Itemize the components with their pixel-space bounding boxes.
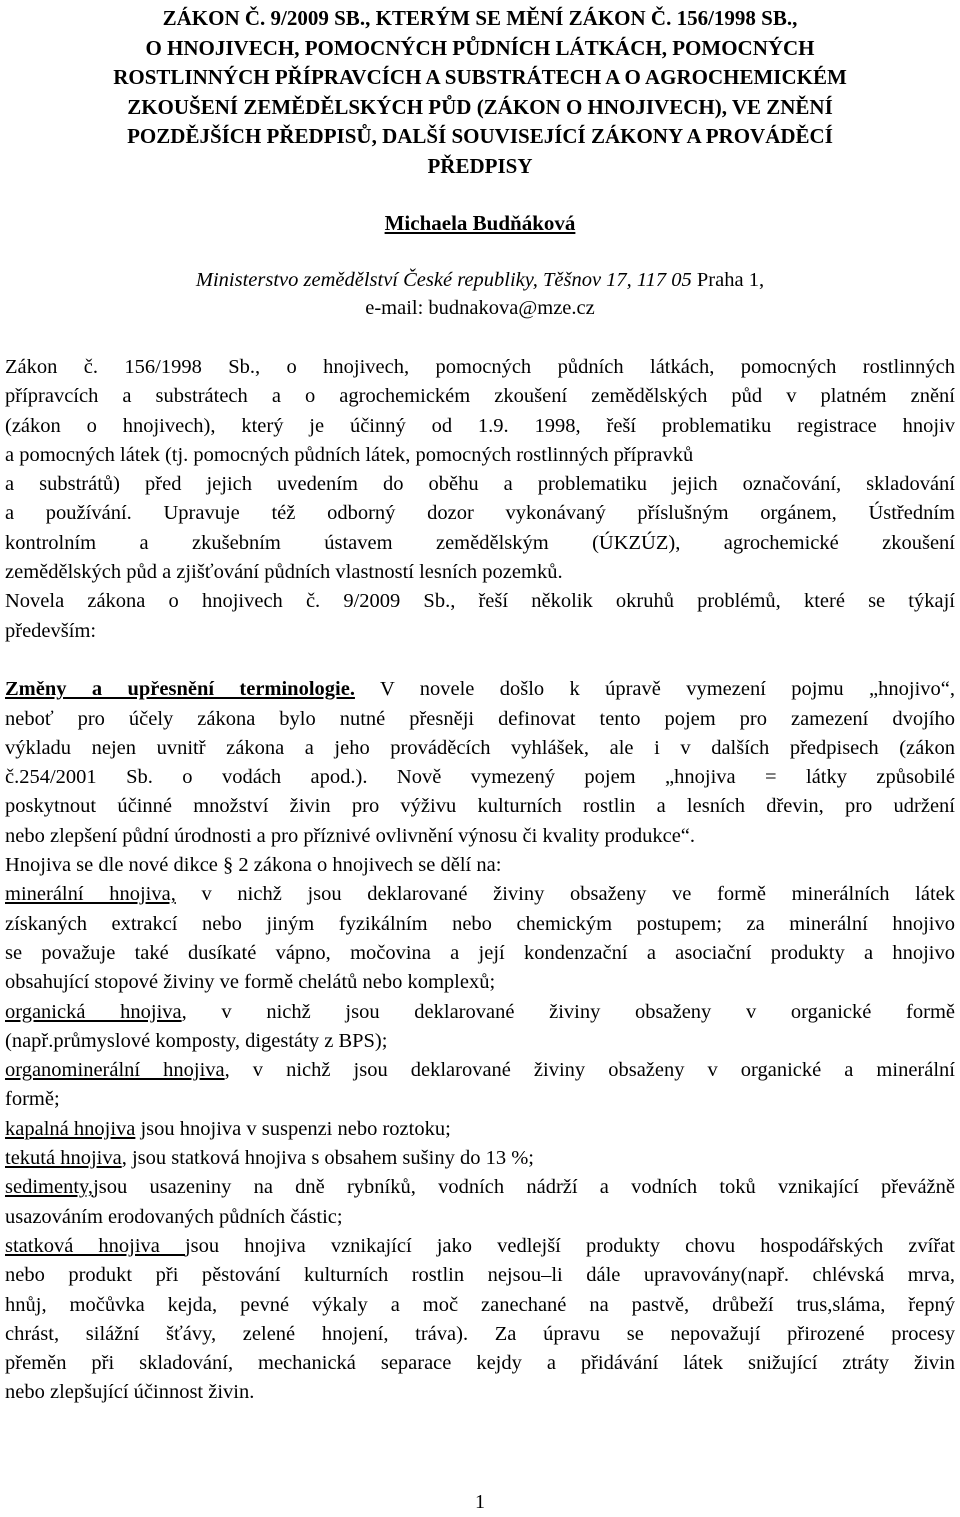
title-line: PŘEDPISY — [427, 153, 533, 178]
text-line — [5, 675, 955, 704]
document-title — [0, 4, 960, 182]
text-line: získaných extrakcí nebo jiným fyzikálním nebo chemickým postupem; za minerální hnojivo — [5, 912, 955, 935]
definition-list — [5, 880, 955, 1407]
definition-term: tekutá hnojiva — [5, 1147, 122, 1170]
definition-term: organická hnojiva — [5, 1000, 182, 1023]
definition-text: jsou hnojiva v suspenzi nebo roztoku; — [135, 1117, 451, 1140]
terminology-section — [5, 675, 955, 880]
text-line: chrást, silážní šťávy, zelené hnojení, tráva). Za úpravu se nepovažují přirozené procesy — [5, 1322, 955, 1345]
definition-text: , v nichž jsou deklarované živiny obsaženy v organické formě — [181, 1000, 955, 1023]
title-line: POZDĚJŠÍCH PŘEDPISŮ, DALŠÍ SOUVISEJÍCÍ ZÁKONY A PROVÁDĚCÍ — [127, 124, 833, 149]
definition-term: statková hnojiva — [5, 1234, 185, 1257]
section-text: V novele došlo k úpravě vymezení pojmu „hnojivo“, — [354, 678, 955, 701]
text-line: přeměn při skladování, mechanická separace kejdy a přidávání látek snižující ztráty živin — [5, 1352, 955, 1375]
definition-item — [5, 1232, 955, 1408]
text-line: a pomocných látek (tj. pomocných půdních látek, pomocných rostlinných přípravků — [5, 443, 694, 466]
text-line: hnůj, močůvka kejda, pevné výkaly a moč zanechané na pastvě, drůbeží trus,sláma, řepný — [5, 1293, 955, 1316]
text-line: (zákon o hnojivech), který je účinný od 1.9. 1998, řeší problematiku registrace hnojiv — [5, 414, 955, 437]
text-line — [5, 1056, 955, 1085]
text-line: Hnojiva se dle nové dikce § 2 zákona o hnojivech se dělí na: — [5, 854, 502, 877]
document-body — [5, 353, 955, 1408]
text-line: Novela zákona o hnojivech č. 9/2009 Sb., řeší několik okruhů problémů, které se týkají — [5, 590, 955, 613]
text-line: obsahující stopové živiny ve formě chelátů nebo komplexů; — [5, 971, 496, 994]
text-line: (např.průmyslové komposty, digestáty z BPS); — [5, 1029, 388, 1052]
text-line: poskytnout účinné množství živin pro výživu kulturních rostlin a lesních dřevin, pro udržení — [5, 795, 955, 818]
paragraph-gap — [5, 646, 955, 675]
definition-text: , jsou statková hnojiva s obsahem sušiny do 13 %; — [121, 1147, 534, 1170]
text-line — [5, 880, 955, 909]
text-line: kontrolním a zkušebním ústavem zemědělským (ÚKZÚZ), agrochemické zkoušení — [5, 531, 955, 554]
definition-term: sedimenty, — [5, 1176, 94, 1199]
text-line: a substrátů) před jejich uvedením do oběhu a problematiku jejich označování, skladování — [5, 473, 955, 496]
text-line — [5, 1173, 955, 1202]
title-line: ROSTLINNÝCH PŘÍPRAVCÍCH A SUBSTRÁTECH A O AGROCHEMICKÉM — [113, 65, 847, 90]
text-line — [5, 1115, 955, 1144]
text-line: č.254/2001 Sb. o vodách apod.). Nově vymezený pojem „hnojiva = látky způsobilé — [5, 766, 955, 789]
definition-item — [5, 880, 955, 997]
text-line: výkladu nejen uvnitř zákona a jeho prováděcích vyhlášek, ale i v dalších předpisech (zákon — [5, 736, 955, 759]
affiliation — [0, 266, 960, 322]
text-line — [5, 998, 955, 1027]
text-line: neboť pro účely zákona bylo nutné přesněji definovat tento pojem pro zamezení dvojího — [5, 707, 955, 730]
title-line: ZÁKON Č. 9/2009 SB., KTERÝM SE MĚNÍ ZÁKON Č. 156/1998 SB., — [162, 6, 798, 30]
definition-item — [5, 1056, 955, 1115]
section-heading: Změny a upřesnění terminologie. — [5, 678, 355, 701]
definition-term: organominerální hnojiva — [5, 1059, 225, 1082]
text-line: především: — [5, 619, 97, 642]
definition-item — [5, 1144, 955, 1173]
intro-paragraph — [5, 353, 955, 646]
definition-text: v nichž jsou deklarované živiny obsaženy ve formě minerálních látek — [175, 883, 956, 906]
text-line: nebo produkt při pěstování kulturních rostlin nejsou–li dále upravovány(např. chlévská mrva, — [5, 1264, 955, 1287]
text-line: nebo zlepšující účinnost živin. — [5, 1381, 255, 1404]
definition-text: jsou hnojiva vznikající jako vedlejší produkty chovu hospodářských zvířat — [184, 1234, 955, 1257]
author-name: Michaela Budňáková — [384, 211, 576, 235]
text-line: formě; — [5, 1088, 60, 1111]
affiliation-city: Praha 1, — [691, 269, 765, 291]
definition-text: jsou usazeniny na dně rybníků, vodních nádrží a vodních toků vznikající převážně — [93, 1176, 955, 1199]
title-line: O HNOJIVECH, POMOCNÝCH PŮDNÍCH LÁTKÁCH, POMOCNÝCH — [145, 35, 815, 60]
text-line: zemědělských půd a zjišťování půdních vlastností lesních pozemků. — [5, 561, 563, 584]
title-line: ZKOUŠENÍ ZEMĚDĚLSKÝCH PŮD (ZÁKON O HNOJIVECH), VE ZNĚNÍ — [127, 94, 833, 119]
affiliation-email: e-mail: budnakova@mze.cz — [365, 297, 595, 319]
text-line: usazováním erodovaných půdních částic; — [5, 1205, 343, 1228]
text-line: přípravcích a substrátech a o agrochemickém zkoušení zemědělských půd v platném znění — [5, 385, 955, 408]
text-line: a používání. Upravuje též odborný dozor vykonávaný příslušným orgánem, Ústředním — [5, 502, 955, 525]
definition-item — [5, 1173, 955, 1232]
text-line — [5, 1144, 955, 1173]
affiliation-institution: Ministerstvo zemědělství České republiky, Těšnov 17, 117 05 — [195, 269, 692, 291]
definition-term: minerální hnojiva, — [5, 883, 176, 906]
definition-item — [5, 1115, 955, 1144]
text-line: se považuje také dusíkaté vápno, močovina a její kondenzační a asociační produkty a hnojivo — [5, 941, 955, 964]
definition-item — [5, 998, 955, 1057]
text-line: Zákon č. 156/1998 Sb., o hnojivech, pomocných půdních látkách, pomocných rostlinných — [5, 356, 955, 378]
text-line: nebo zlepšení půdní úrodnosti a pro příznivé ovlivnění výnosu či kvality produkce“. — [5, 824, 696, 847]
definition-text: , v nichž jsou deklarované živiny obsaženy v organické a minerální — [224, 1059, 955, 1082]
page-number: 1 — [475, 1491, 485, 1513]
text-line — [5, 1232, 955, 1261]
definition-term: kapalná hnojiva — [5, 1117, 136, 1140]
